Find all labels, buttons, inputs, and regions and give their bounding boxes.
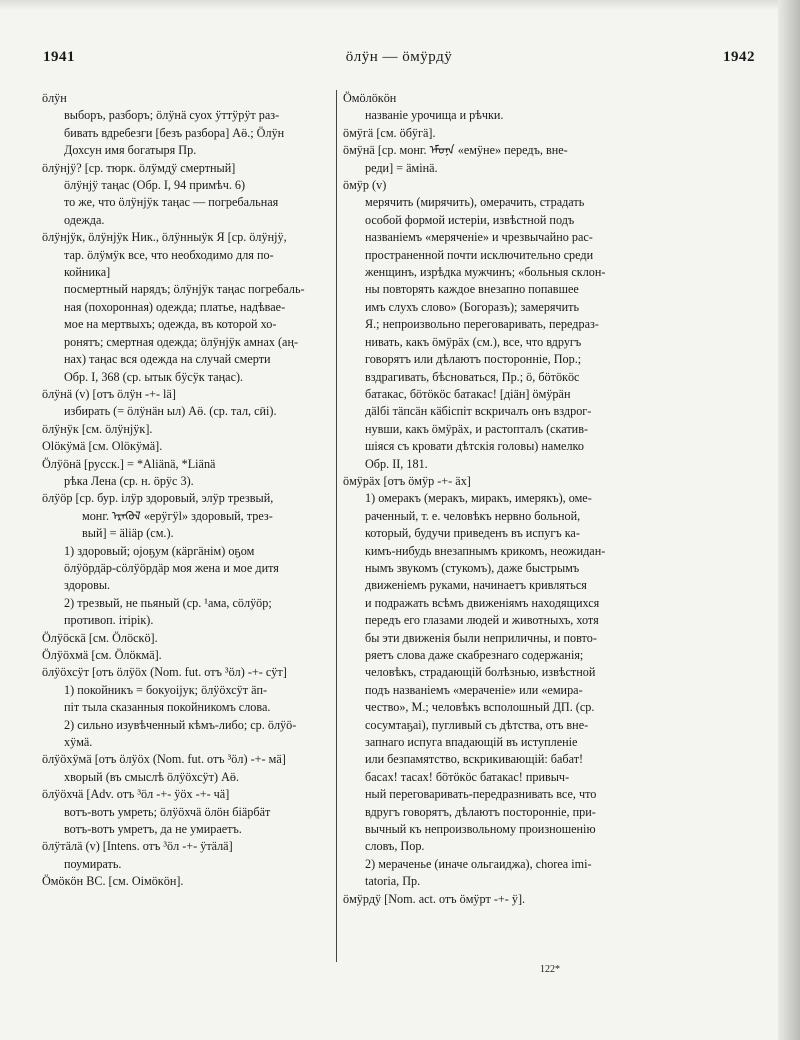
entry-text-line: реди] = äмінä. [365, 160, 438, 175]
entry-text-line: поумирать. [64, 856, 122, 871]
column-divider [336, 90, 337, 962]
entry-headword-line: Öмöкöн ВС. [см. Оімöкöн]. [42, 874, 184, 889]
left-column [42, 90, 332, 891]
entry-text-line: бивать вдребезги [безъ разбора] Аӫ.; Öлÿн [64, 125, 285, 140]
entry-headword-line: öмÿгä [см. öбÿгä]. [343, 125, 436, 140]
entry-headword-line: Öлÿöхмä [см. Öлöкмä]. [42, 648, 162, 662]
entry-text-line: избирать (= öлÿнäн ыл) Аӫ. (ср. тал, сӣі). [64, 404, 277, 419]
entry-text-line: мое на мертвыхъ; одежда, въ которой хо- [64, 317, 277, 332]
entry-text-line: то же, что öлÿнjÿк таңас — погребальная [64, 195, 279, 210]
entry-text-line: батакас, бöтöкöс батакас! [діäн] öмÿрäн [365, 386, 571, 401]
entry-text-line: ный переговаривать-передразнивать все, что [365, 787, 597, 802]
entry-text-line: 1) покойникъ = бокуоіjук; öлÿöхсÿт äп- [64, 682, 268, 697]
entry-headword-line: öлÿнä (v) [отъ öлÿн -+- lä] [42, 386, 176, 401]
entry-text-line: монг. ᠡᠷᠡᠭᠦᠯ «ерÿгÿl» здоровый, трез- [82, 508, 273, 523]
entry-headword-line: öлÿöхчä [Adv. отъ ³öл -+- ÿöх -+- чä] [42, 787, 230, 802]
entry-text-line: вотъ-вотъ умреть; öлÿöхчä öлöн біäрбäт [64, 804, 271, 819]
entry-text-line: тар. öлÿмÿк все, что необходимо для по- [64, 247, 274, 262]
entry-headword-line: öлÿтäлä (v) [Intens. отъ ³öл -+- ÿтäлä] [42, 839, 233, 854]
entry-text-line: 2) сильно изувѣченный кѣмъ-либо; ср. öлÿö- [64, 717, 297, 732]
entry-text-line: Обр. II, 181. [365, 456, 428, 471]
entry-text-line: шіяся съ кровати дѣтскія головы) намелко [365, 439, 584, 454]
entry-text-line: пространенной почти исключительно среди [365, 247, 594, 262]
entry-text-line: подъ названіемъ «мераченіе» или «емира- [365, 682, 583, 697]
entry-text-line: нымъ звукомъ (стукомъ), даже быстрымъ [365, 560, 580, 575]
entry-text-line: піт тыла сказанныя покойникомъ слова. [64, 700, 271, 715]
entry-text-line: вотъ-вотъ умретъ, да не умираетъ. [64, 822, 242, 837]
entry-text-line: койника] [64, 265, 111, 280]
entry-text-line: выборъ, разборъ; öлÿнä суох ÿттÿрÿт раз- [64, 108, 280, 123]
entry-headword-line: öмÿнä [ср. монг. ᠡᠮᠦᠨᠡ «емÿне» передъ, вне- [343, 143, 568, 158]
entry-headword-line: öлÿöхсÿт [отъ öлÿöх (Nom. fut. отъ ³öл) -+- сÿт] [42, 665, 287, 680]
entry-text-line: кимъ-нибудь внезапнымъ крикомъ, неожидан- [365, 543, 606, 558]
page-number-right: 1942 [723, 49, 755, 65]
entry-text-line: который, будучи приведенъ въ испугъ ка- [365, 526, 580, 541]
entry-text-line: человѣкъ, страдающій болѣзнью, извѣстной [365, 665, 596, 680]
entry-headword-line: öмÿрäх [отъ öмÿр -+- äх] [343, 473, 471, 488]
entry-text-line: названіемъ «меряченіе» и чрезвычайно рас- [365, 230, 593, 245]
entry-text-line: хÿмä. [64, 735, 93, 750]
entry-headword-line: öмÿр (v) [343, 178, 387, 193]
entry-headword-line: Öлÿöскä [см. Öлöскö]. [42, 630, 158, 645]
entry-text-line: рѣка Лена (ср. н. öрÿс 3). [64, 473, 194, 488]
entry-text-line: мерячить (мирячить), омерачить, страдать [365, 195, 585, 210]
entry-text-line: говорятъ или дѣлаютъ посторонніе, Пор.; [365, 352, 582, 367]
entry-text-line: ны повторять каждое внезапно попавшее [365, 282, 579, 297]
entry-text-line: tatoria, Пр. [365, 874, 421, 889]
entry-text-line: басах! тасах! бöтöкöс батакас! привыч- [365, 769, 570, 784]
entry-text-line: и подражать всѣмъ движеніямъ находящихся [365, 595, 600, 610]
entry-headword-line: öлÿн [42, 91, 67, 105]
entry-text-line: вздрагивать, бѣсноваться, Пр.; ö, бöтöкöс [365, 369, 580, 384]
page-edge-top [0, 0, 800, 10]
entry-text-line: нивать, какъ öмÿрäх (см.), все, что вдругъ [365, 334, 582, 349]
entry-text-line: Я.; непроизвольно переговаривать, передраз- [365, 317, 599, 332]
entry-text-line: движеніемъ руками, начинаетъ кривляться [365, 578, 587, 593]
running-title: öлÿн — öмÿрдÿ [345, 49, 453, 65]
entry-headword-line: öлÿнjÿк, öлÿнjÿк Ник., öлÿнныÿк Я [ср. öлÿнjÿ, [42, 230, 287, 245]
entry-text-line: öлÿöрдäр-сöлÿöрдäр моя жена и мое дитя [64, 560, 279, 575]
entry-text-line: здоровы. [64, 578, 111, 593]
entry-headword-line: Öлÿöнä [русск.] = *Аliänä, *Liänä [42, 456, 216, 471]
entry-text-line: посмертный нарядъ; öлÿнjÿк таңас погребаль- [64, 282, 305, 297]
signature-mark: 122* [540, 964, 560, 975]
entry-text-line: раченный, т. е. человѣкъ нервно больной, [365, 508, 581, 523]
right-column [343, 90, 743, 908]
entry-text-line: дälбі тäпсäн кäбіспіт вскричалъ онъ вздрог- [365, 404, 592, 419]
entry-text-line: 2) трезвый, не пьяный (ср. ¹ама, сöлÿöр; [64, 595, 272, 610]
entry-text-line: сосумтаҕаі), пугливый съ дѣтства, отъ вне- [365, 717, 589, 732]
entry-headword-line: Оlöкÿмä [см. Оlöкÿмä]. [42, 439, 163, 454]
entry-text-line: чество», М.; человѣкъ всполошный ДП. (ср. [365, 700, 595, 715]
entry-text-line: одежда. [64, 212, 105, 227]
entry-text-line: или безпамятство, вскрикивающій: бабат! [365, 752, 584, 767]
page-number-left: 1941 [43, 49, 75, 65]
entry-text-line: запнаго испуга впадающій въ иступленіе [365, 735, 578, 750]
page-header [43, 49, 755, 73]
entry-text-line: словъ, Пор. [365, 839, 425, 854]
entry-text-line: противоп. ітірік). [64, 613, 154, 628]
entry-text-line: бы эти движенія были неприличны, и повто- [365, 630, 597, 645]
entry-text-line: вдругъ говорятъ, дѣлаютъ посторонніе, при- [365, 804, 596, 819]
entry-text-line: вычный къ непроизвольному произношенію [365, 822, 596, 837]
entry-text-line: öлÿнjÿ таңас (Обр. I, 94 примѣч. 6) [64, 178, 246, 193]
entry-text-line: хворый (въ смыслѣ öлÿöхсÿт) Аӫ. [64, 769, 240, 784]
entry-text-line: Дохсун имя богатыря Пр. [64, 143, 197, 158]
entry-text-line: передъ его глазами людей и животныхъ, хотя [365, 613, 599, 628]
entry-text-line: ронятъ; смертная одежда; öлÿнjÿк амнах (аң- [64, 334, 299, 349]
entry-text-line: особой формой истеріи, извѣстной подъ [365, 212, 575, 227]
entry-text-line: 2) мераченье (иначе ольгаиджа), chorea imi- [365, 856, 592, 871]
page-edge-right [778, 0, 800, 1040]
entry-headword-line: öлÿöр [ср. бур. ілÿр здоровый, элÿр трезвый, [42, 491, 274, 506]
entry-headword-line: öлÿöхÿмä [отъ öлÿöх (Nom. fut. отъ ³öл) -+- мä] [42, 752, 286, 767]
entry-headword-line: öлÿнÿк [см. öлÿнjÿк]. [42, 421, 153, 436]
entry-text-line: женщинъ, изрѣдка мужчинъ; «больныя склон- [365, 265, 606, 280]
entry-headword-line: Öмöлöкöн [343, 91, 397, 105]
entry-text-line: 1) здоровый; оjоҕум (кäргäнім) оҕом [64, 543, 255, 558]
entry-text-line: 1) омеракъ (меракъ, миракъ, имерякъ), оме- [365, 491, 592, 506]
entry-text-line: имъ слухъ слово» (Богоразъ); замерячить [365, 299, 580, 314]
entry-text-line: нувши, какъ öмÿрäх, и растопталъ (скатив- [365, 421, 589, 436]
entry-text-line: Обр. I, 368 (ср. ытык бÿсÿк таңас). [64, 369, 244, 384]
entry-headword-line: öлÿнjÿ? [ср. тюрк. öлÿмдÿ смертный] [42, 160, 236, 175]
entry-text-line: нах) таңас вся одежда на случай смерти [64, 352, 271, 367]
entry-text-line: вый] = äliäр (см.). [82, 526, 174, 541]
entry-text-line: названіе урочища и рѣчки. [365, 108, 504, 123]
entry-text-line: ряетъ слова даже скабрезнаго содержанія; [365, 648, 584, 662]
entry-text-line: ная (похоронная) одежда; платье, надѣвае- [64, 299, 286, 314]
entry-headword-line: öмÿрдÿ [Nom. act. отъ öмÿрт -+- ÿ]. [343, 891, 526, 906]
